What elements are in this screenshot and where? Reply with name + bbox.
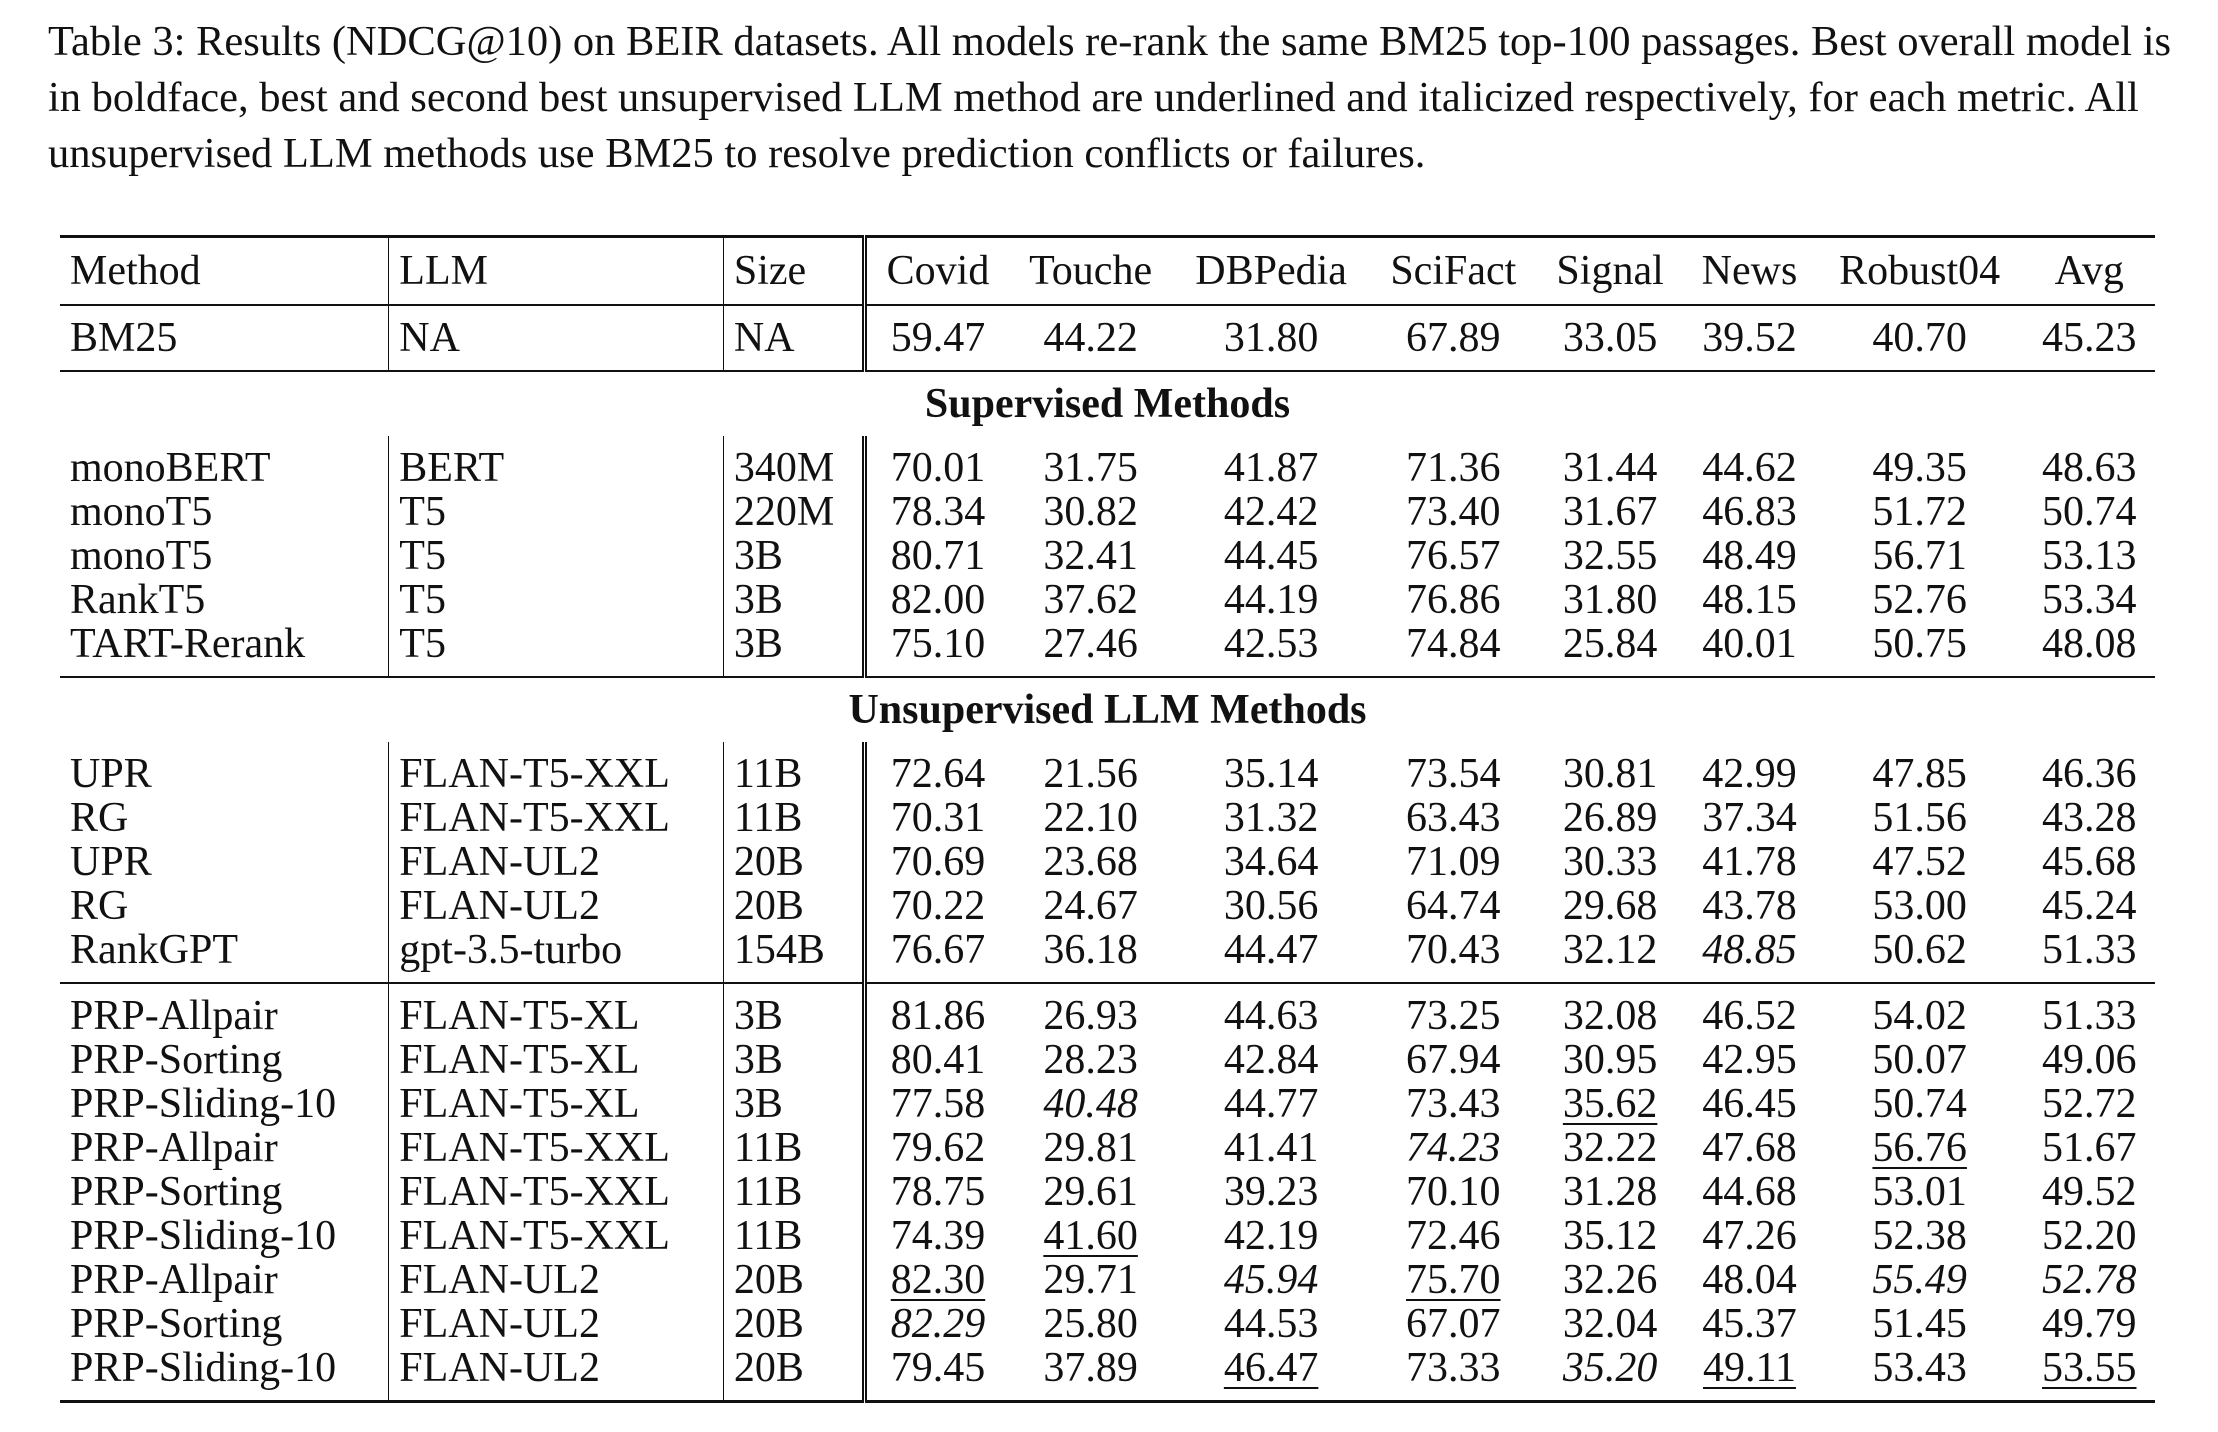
row-llm: FLAN-T5-XXL (389, 742, 724, 796)
cell-touche: 24.67 (1043, 883, 1138, 929)
table-row-bm25 (60, 305, 2155, 371)
cell-dbpedia: 30.56 (1223, 883, 1319, 929)
row-llm: T5 (389, 490, 724, 534)
cell-scifact: 72.46 (1406, 1213, 1501, 1259)
cell-signal: 35.12 (1562, 1213, 1658, 1259)
cell-avg: 45.23 (2042, 315, 2137, 361)
row-size: 20B (723, 884, 865, 928)
cell-signal: 25.84 (1562, 621, 1658, 667)
cell-robust04: 51.45 (1872, 1301, 1967, 1347)
cell-robust04: 50.75 (1872, 621, 1967, 667)
section-title: Unsupervised LLM Methods (848, 687, 1367, 733)
cell-touche: 26.93 (1043, 993, 1138, 1039)
header-llm: LLM (389, 237, 724, 306)
cell-robust04: 47.85 (1872, 751, 1967, 797)
cell-robust04: 53.01 (1872, 1169, 1967, 1215)
cell-scifact: 73.25 (1406, 993, 1501, 1039)
cell-scifact: 74.84 (1406, 621, 1501, 667)
cell-signal: 32.12 (1562, 927, 1658, 973)
cell-news: 47.26 (1702, 1213, 1797, 1259)
cell-news: 37.34 (1702, 795, 1797, 841)
row-method: RankT5 (70, 577, 206, 623)
cell-avg: 53.34 (2042, 577, 2137, 623)
row-method: UPR (70, 839, 152, 885)
cell-scifact: 64.74 (1406, 883, 1501, 929)
cell-dbpedia: 31.32 (1223, 795, 1319, 841)
cell-scifact: 67.07 (1406, 1301, 1501, 1347)
cell-touche: 29.61 (1043, 1169, 1138, 1215)
row-size: 3B (723, 534, 865, 578)
cell-scifact: 73.43 (1406, 1081, 1501, 1127)
row-size: 11B (723, 1126, 865, 1170)
row-llm: NA (389, 305, 724, 371)
section-header-unsupervised (60, 677, 2155, 742)
cell-dbpedia: 41.41 (1223, 1125, 1319, 1171)
cell-touche: 31.75 (1043, 445, 1138, 491)
row-method: PRP-Sorting (70, 1301, 283, 1347)
row-method: PRP-Allpair (70, 1257, 278, 1303)
cell-signal: 32.26 (1562, 1257, 1658, 1303)
cell-dbpedia: 45.94 (1223, 1257, 1319, 1303)
row-llm: T5 (389, 622, 724, 677)
table-row (60, 1082, 2155, 1126)
row-llm: gpt-3.5-turbo (389, 928, 724, 983)
cell-scifact: 73.33 (1406, 1345, 1501, 1391)
cell-signal: 31.28 (1562, 1169, 1658, 1215)
table-row (60, 796, 2155, 840)
cell-touche: 22.10 (1043, 795, 1138, 841)
row-method: monoT5 (70, 533, 213, 579)
cell-avg: 51.33 (2042, 927, 2137, 973)
row-size: 220M (723, 490, 865, 534)
results-table (60, 235, 2155, 1403)
cell-news: 39.52 (1702, 315, 1797, 361)
cell-avg: 49.52 (2042, 1169, 2137, 1215)
cell-touche: 44.22 (1043, 315, 1138, 361)
cell-covid: 80.71 (890, 533, 986, 579)
row-llm: T5 (389, 578, 724, 622)
cell-avg: 49.06 (2042, 1037, 2137, 1083)
cell-news: 47.68 (1702, 1125, 1797, 1171)
row-llm: FLAN-T5-XL (389, 1082, 724, 1126)
cell-signal: 35.62 (1562, 1081, 1658, 1127)
cell-touche: 41.60 (1043, 1213, 1138, 1259)
cell-robust04: 55.49 (1872, 1257, 1967, 1303)
cell-dbpedia: 44.19 (1223, 577, 1319, 623)
row-method: PRP-Sliding-10 (70, 1345, 337, 1391)
cell-robust04: 51.56 (1872, 795, 1967, 841)
cell-robust04: 51.72 (1872, 489, 1967, 535)
cell-avg: 52.72 (2042, 1081, 2137, 1127)
cell-touche: 25.80 (1043, 1301, 1138, 1347)
cell-robust04: 53.43 (1872, 1345, 1967, 1391)
table-row (60, 1126, 2155, 1170)
cell-covid: 79.45 (890, 1345, 986, 1391)
table-row (60, 1214, 2155, 1258)
row-size: 154B (723, 928, 865, 983)
cell-dbpedia: 46.47 (1223, 1345, 1319, 1391)
cell-avg: 53.55 (2042, 1345, 2137, 1391)
cell-signal: 30.33 (1562, 839, 1658, 885)
row-method: monoBERT (70, 445, 271, 491)
header-touche: Touche (1029, 248, 1153, 294)
row-method: TART-Rerank (70, 621, 306, 667)
cell-signal: 31.44 (1562, 445, 1658, 491)
cell-covid: 77.58 (890, 1081, 986, 1127)
cell-signal: 32.22 (1562, 1125, 1658, 1171)
cell-signal: 31.67 (1562, 489, 1658, 535)
row-llm: FLAN-T5-XL (389, 983, 724, 1038)
cell-dbpedia: 42.84 (1223, 1037, 1319, 1083)
header-covid: Covid (886, 248, 990, 294)
row-method: BM25 (70, 315, 178, 361)
row-size: 20B (723, 840, 865, 884)
cell-covid: 82.00 (890, 577, 986, 623)
row-llm: FLAN-UL2 (389, 840, 724, 884)
cell-touche: 27.46 (1043, 621, 1138, 667)
cell-scifact: 74.23 (1406, 1125, 1501, 1171)
row-method: UPR (70, 751, 152, 797)
cell-touche: 29.71 (1043, 1257, 1138, 1303)
cell-dbpedia: 35.14 (1223, 751, 1319, 797)
cell-dbpedia: 44.77 (1223, 1081, 1319, 1127)
row-method: RG (70, 795, 129, 841)
cell-robust04: 49.35 (1872, 445, 1967, 491)
cell-avg: 52.20 (2042, 1213, 2137, 1259)
cell-avg: 43.28 (2042, 795, 2137, 841)
header-size: Size (723, 237, 865, 306)
row-llm: FLAN-UL2 (389, 1302, 724, 1346)
cell-avg: 50.74 (2042, 489, 2137, 535)
cell-covid: 82.29 (890, 1301, 986, 1347)
table-row (60, 1170, 2155, 1214)
cell-touche: 23.68 (1043, 839, 1138, 885)
table-row (60, 1038, 2155, 1082)
table-row (60, 840, 2155, 884)
cell-news: 49.11 (1703, 1345, 1796, 1391)
row-llm: T5 (389, 534, 724, 578)
header-robust04: Robust04 (1839, 248, 2001, 294)
cell-covid: 70.01 (890, 445, 986, 491)
cell-touche: 37.89 (1043, 1345, 1138, 1391)
cell-touche: 29.81 (1043, 1125, 1138, 1171)
cell-signal: 30.95 (1562, 1037, 1658, 1083)
row-llm: FLAN-T5-XXL (389, 796, 724, 840)
row-method: PRP-Sorting (70, 1037, 283, 1083)
row-size: 20B (723, 1346, 865, 1402)
row-size: 20B (723, 1302, 865, 1346)
cell-covid: 72.64 (890, 751, 986, 797)
row-size: 11B (723, 1214, 865, 1258)
cell-news: 42.95 (1702, 1037, 1797, 1083)
cell-touche: 28.23 (1043, 1037, 1138, 1083)
cell-avg: 48.63 (2042, 445, 2137, 491)
row-method: PRP-Allpair (70, 993, 278, 1039)
cell-news: 48.15 (1702, 577, 1797, 623)
table-row (60, 1258, 2155, 1302)
cell-covid: 81.86 (890, 993, 986, 1039)
row-method: PRP-Sliding-10 (70, 1213, 337, 1259)
cell-dbpedia: 42.19 (1223, 1213, 1319, 1259)
cell-dbpedia: 44.45 (1223, 533, 1319, 579)
cell-signal: 29.68 (1562, 883, 1658, 929)
cell-touche: 36.18 (1043, 927, 1138, 973)
cell-robust04: 50.74 (1872, 1081, 1967, 1127)
cell-avg: 52.78 (2042, 1257, 2137, 1303)
cell-news: 48.04 (1702, 1257, 1797, 1303)
cell-signal: 26.89 (1562, 795, 1658, 841)
cell-news: 48.85 (1702, 927, 1797, 973)
cell-avg: 46.36 (2042, 751, 2137, 797)
cell-news: 46.45 (1702, 1081, 1797, 1127)
cell-touche: 32.41 (1043, 533, 1138, 579)
cell-signal: 32.04 (1562, 1301, 1658, 1347)
cell-covid: 70.69 (890, 839, 986, 885)
cell-scifact: 63.43 (1406, 795, 1501, 841)
table-row (60, 983, 2155, 1038)
cell-scifact: 70.43 (1406, 927, 1501, 973)
row-method: PRP-Allpair (70, 1125, 278, 1171)
row-method: PRP-Sorting (70, 1169, 283, 1215)
cell-touche: 40.48 (1043, 1081, 1138, 1127)
cell-news: 46.83 (1702, 489, 1797, 535)
cell-robust04: 53.00 (1872, 883, 1967, 929)
table-row (60, 884, 2155, 928)
table-row (60, 490, 2155, 534)
cell-avg: 45.24 (2042, 883, 2137, 929)
table-row (60, 578, 2155, 622)
row-llm: FLAN-UL2 (389, 884, 724, 928)
cell-scifact: 75.70 (1406, 1257, 1501, 1303)
cell-scifact: 67.94 (1406, 1037, 1501, 1083)
cell-news: 43.78 (1702, 883, 1797, 929)
cell-robust04: 56.71 (1872, 533, 1967, 579)
cell-signal: 33.05 (1562, 315, 1658, 361)
cell-covid: 78.34 (890, 489, 986, 535)
cell-robust04: 50.62 (1872, 927, 1967, 973)
cell-news: 40.01 (1702, 621, 1797, 667)
cell-covid: 70.22 (890, 883, 986, 929)
cell-covid: 79.62 (890, 1125, 986, 1171)
cell-scifact: 73.54 (1406, 751, 1501, 797)
cell-robust04: 40.70 (1872, 315, 1967, 361)
cell-signal: 31.80 (1562, 577, 1658, 623)
section-title: Supervised Methods (924, 381, 1291, 427)
cell-news: 44.68 (1702, 1169, 1797, 1215)
row-size: NA (723, 305, 865, 371)
cell-covid: 82.30 (890, 1257, 986, 1303)
cell-touche: 21.56 (1043, 751, 1138, 797)
row-llm: FLAN-T5-XXL (389, 1126, 724, 1170)
cell-dbpedia: 31.80 (1223, 315, 1319, 361)
table-row (60, 622, 2155, 677)
table-caption: Table 3: Results (NDCG@10) on BEIR datasets. All models re-rank the same BM25 top-100 passages. Best overall model is in boldface, best and second best unsupervised LLM method are underlined and italicized respectively, for each metric. All unsupervised LLM methods use BM25 to resolve prediction conflicts or failures. (48, 18, 2172, 177)
row-method: RankGPT (70, 927, 238, 973)
cell-dbpedia: 41.87 (1223, 445, 1319, 491)
row-size: 11B (723, 796, 865, 840)
cell-covid: 75.10 (890, 621, 986, 667)
cell-signal: 32.08 (1562, 993, 1658, 1039)
header-avg: Avg (2054, 248, 2124, 294)
cell-touche: 30.82 (1043, 489, 1138, 535)
cell-dbpedia: 44.63 (1223, 993, 1319, 1039)
header-news: News (1701, 248, 1798, 294)
cell-robust04: 47.52 (1872, 839, 1967, 885)
cell-covid: 59.47 (890, 315, 986, 361)
cell-avg: 45.68 (2042, 839, 2137, 885)
cell-scifact: 67.89 (1406, 315, 1501, 361)
cell-news: 44.62 (1702, 445, 1797, 491)
row-size: 3B (723, 983, 865, 1038)
cell-news: 41.78 (1702, 839, 1797, 885)
cell-dbpedia: 44.47 (1223, 927, 1319, 973)
cell-dbpedia: 39.23 (1223, 1169, 1319, 1215)
cell-news: 46.52 (1702, 993, 1797, 1039)
row-size: 3B (723, 622, 865, 677)
table-row (60, 534, 2155, 578)
cell-avg: 51.67 (2042, 1125, 2137, 1171)
cell-covid: 78.75 (890, 1169, 986, 1215)
header-signal: Signal (1556, 248, 1664, 294)
cell-scifact: 76.86 (1406, 577, 1501, 623)
cell-scifact: 70.10 (1406, 1169, 1501, 1215)
cell-avg: 53.13 (2042, 533, 2137, 579)
header-row (60, 237, 2155, 306)
table-row (60, 1302, 2155, 1346)
cell-robust04: 50.07 (1872, 1037, 1967, 1083)
row-llm: FLAN-T5-XXL (389, 1214, 724, 1258)
cell-touche: 37.62 (1043, 577, 1138, 623)
row-method: monoT5 (70, 489, 213, 535)
header-dbpedia: DBPedia (1195, 248, 1347, 294)
header-scifact: SciFact (1390, 248, 1517, 294)
row-method: PRP-Sliding-10 (70, 1081, 337, 1127)
cell-scifact: 73.40 (1406, 489, 1501, 535)
table-row (60, 928, 2155, 983)
cell-avg: 51.33 (2042, 993, 2137, 1039)
header-method: Method (70, 248, 201, 294)
row-llm: FLAN-T5-XL (389, 1038, 724, 1082)
cell-robust04: 54.02 (1872, 993, 1967, 1039)
cell-signal: 35.20 (1562, 1345, 1658, 1391)
cell-robust04: 56.76 (1872, 1125, 1967, 1171)
cell-robust04: 52.76 (1872, 577, 1967, 623)
row-size: 3B (723, 1082, 865, 1126)
table-row (60, 1346, 2155, 1402)
row-llm: BERT (389, 436, 724, 490)
row-llm: FLAN-UL2 (389, 1258, 724, 1302)
table-row (60, 742, 2155, 796)
cell-news: 48.49 (1702, 533, 1797, 579)
table-row (60, 436, 2155, 490)
row-size: 3B (723, 578, 865, 622)
cell-covid: 76.67 (890, 927, 986, 973)
cell-scifact: 71.36 (1406, 445, 1501, 491)
cell-covid: 74.39 (890, 1213, 986, 1259)
row-size: 11B (723, 1170, 865, 1214)
cell-signal: 30.81 (1562, 751, 1658, 797)
cell-signal: 32.55 (1562, 533, 1658, 579)
section-header-supervised (60, 371, 2155, 436)
cell-dbpedia: 42.42 (1223, 489, 1319, 535)
cell-news: 42.99 (1702, 751, 1797, 797)
row-size: 20B (723, 1258, 865, 1302)
cell-scifact: 76.57 (1406, 533, 1501, 579)
cell-avg: 48.08 (2042, 621, 2137, 667)
cell-robust04: 52.38 (1872, 1213, 1967, 1259)
row-llm: FLAN-T5-XXL (389, 1170, 724, 1214)
cell-scifact: 71.09 (1406, 839, 1501, 885)
cell-dbpedia: 44.53 (1223, 1301, 1319, 1347)
cell-covid: 80.41 (890, 1037, 986, 1083)
cell-dbpedia: 42.53 (1223, 621, 1319, 667)
row-size: 340M (723, 436, 865, 490)
cell-news: 45.37 (1702, 1301, 1797, 1347)
row-size: 3B (723, 1038, 865, 1082)
row-size: 11B (723, 742, 865, 796)
cell-dbpedia: 34.64 (1223, 839, 1319, 885)
cell-covid: 70.31 (890, 795, 986, 841)
cell-avg: 49.79 (2042, 1301, 2137, 1347)
row-llm: FLAN-UL2 (389, 1346, 724, 1402)
row-method: RG (70, 883, 129, 929)
